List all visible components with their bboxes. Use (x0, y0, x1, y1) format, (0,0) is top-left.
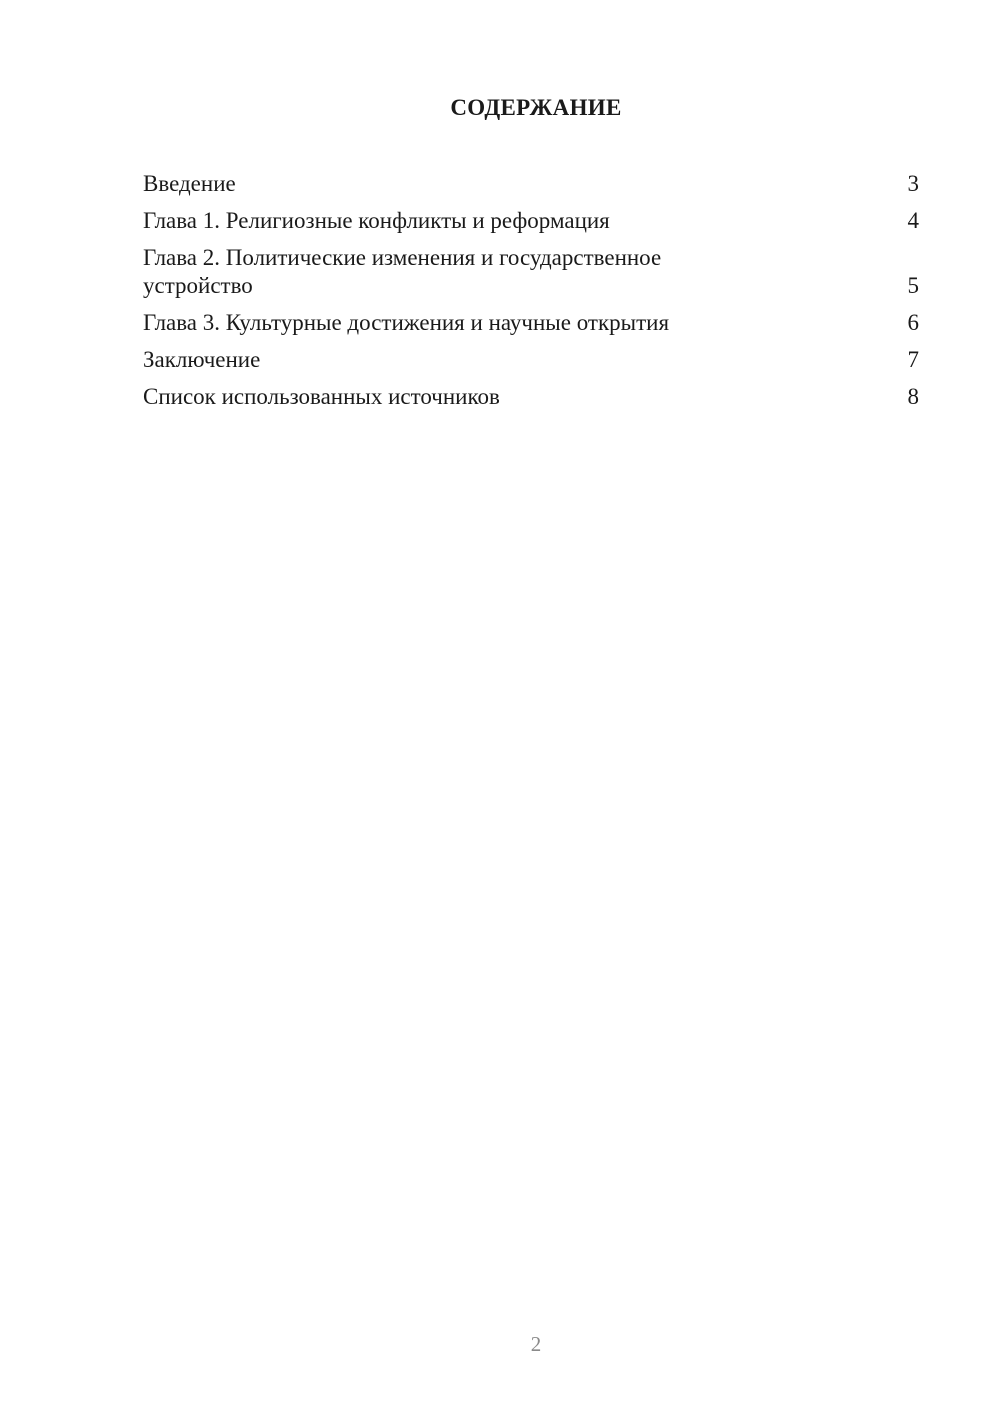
toc-entry-page: 6 (907, 310, 919, 335)
page-number: 2 (530, 1332, 542, 1356)
toc-entry-label: Глава 2. Политические изменения и государственное устройство (143, 245, 662, 298)
toc-entry-label: Введение (143, 171, 236, 196)
toc-entry-label: Глава 1. Религиозные конфликты и реформация (143, 208, 610, 233)
page-title: СОДЕРЖАНИЕ (450, 95, 622, 120)
toc-entry-chapter-2 (143, 244, 919, 300)
toc-entry-page: 4 (907, 208, 919, 233)
toc-entry-label: Заключение (143, 347, 261, 372)
toc-entry-label: Список использованных источников (143, 384, 500, 409)
toc-entry-page: 3 (907, 171, 919, 196)
toc-entry-introduction (143, 170, 919, 198)
toc-entry-page: 8 (907, 384, 919, 409)
toc-entry-references (143, 383, 919, 411)
toc-entry-chapter-1 (143, 207, 919, 235)
toc-entry-chapter-3 (143, 309, 919, 337)
toc-entry-label: Глава 3. Культурные достижения и научные открытия (143, 310, 670, 335)
toc-entry-conclusion (143, 346, 919, 374)
toc-entry-page: 5 (907, 273, 919, 298)
table-of-contents (143, 170, 919, 420)
toc-entry-page: 7 (907, 347, 919, 372)
